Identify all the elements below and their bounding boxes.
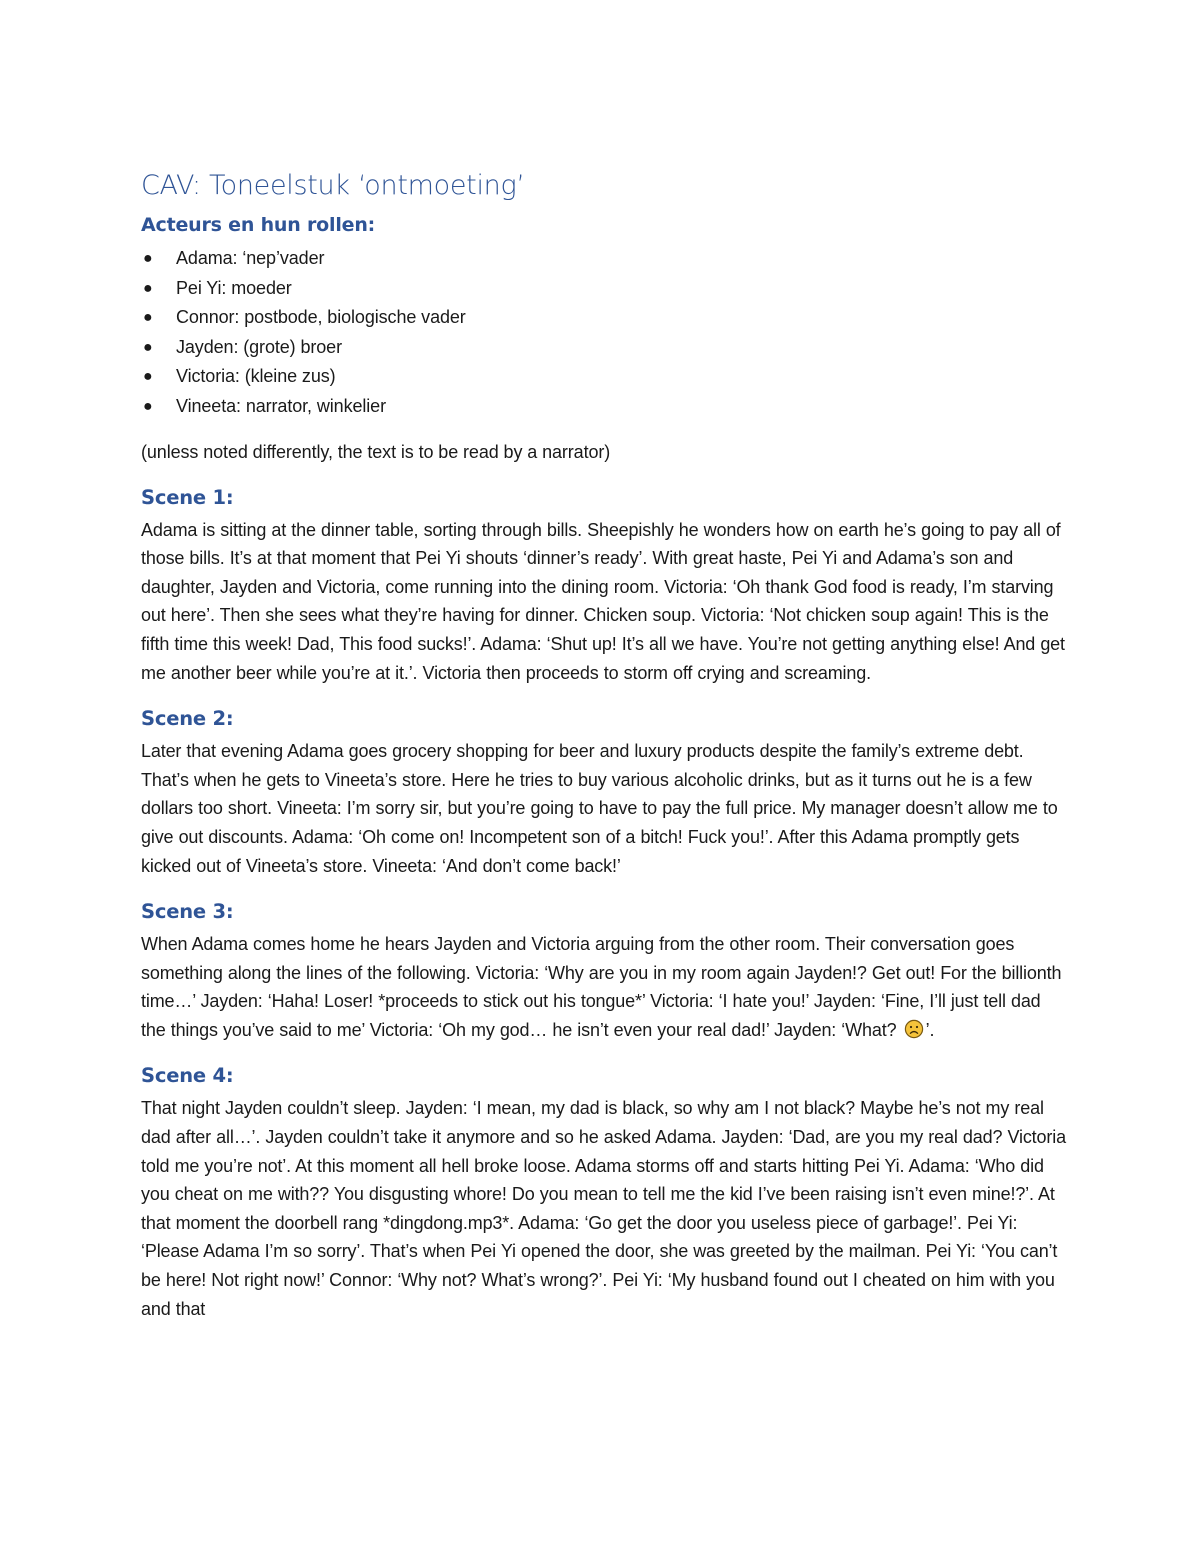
- scene-1-heading: Scene 1:: [141, 485, 234, 509]
- bullet-icon: ●: [143, 368, 153, 386]
- scene-3-heading: Scene 3:: [141, 900, 234, 924]
- list-item: [141, 274, 1066, 304]
- bullet-icon: ●: [143, 397, 153, 415]
- role-text: Jayden: (grote) broer: [176, 336, 342, 357]
- scene-4-text: That night Jayden couldn’t sleep. Jayden: ‘I mean, my dad is black, so why am I not black? Maybe he’s not my real dad after all…’. Jayden couldn’t take it anymore and so he asked Adama. Jayden: ‘Dad, are you my real dad? Victoria told me you’re not’. At this moment all hell broke loose. Adama storms off and starts hitting Pei Yi. Adama: ‘Who did you cheat on me with?? You disgusting whore! Do you mean to tell me the kid I’ve been raising isn’t even mine!?’. At that moment the doorbell rang *dingdong.mp3*. Adama: ‘Go get the door you useless piece of garbage!’. Pei Yi: ‘Please Adama I’m so sorry’. That’s when Pei Yi opened the door, she was greeted by the mailman. Pei Yi: ‘You can’t be here! Not right now!’ Connor: ‘Why not? What’s wrong?’. Pei Yi: ‘My husband found out I cheated on him with you and that: [141, 1098, 1066, 1319]
- bullet-icon: ●: [143, 250, 153, 267]
- role-text: Connor: postbode, biologische vader: [176, 307, 466, 328]
- role-text: Pei Yi: moeder: [176, 277, 292, 298]
- bullet-icon: ●: [143, 309, 153, 327]
- narrator-note: (unless noted differently, the text is to be read by a narrator): [141, 441, 611, 462]
- roles-heading: Acteurs en hun rollen:: [141, 214, 376, 236]
- role-text: Adama: ‘nep’vader: [176, 248, 325, 268]
- document-title: CAV: Toneelstuk ‘ontmoeting’: [141, 170, 525, 201]
- scene-4-heading: Scene 4:: [141, 1064, 234, 1088]
- scene-3-text: [141, 930, 1066, 1044]
- scene-3-text-after: ’.: [925, 1019, 935, 1040]
- scene-3-text-before: When Adama comes home he hears Jayden and Victoria arguing from the other room. Their conversation goes something along the lines of the following. Victoria: ‘Why are you in my room again Jayden!? Get out! For the billionth time…’ Jayden: ‘Haha! Loser! *proceeds to stick out his tongue*’ Victoria: ‘I hate you!’ Jayden: ‘Fine, I’ll just tell dad the things you’ve said to me’ Victoria: ‘Oh my god… he isn’t even your real dad!’ Jayden: ‘What?: [141, 934, 1062, 1040]
- scene-2-heading: Scene 2:: [141, 707, 234, 731]
- list-item: [141, 333, 1066, 363]
- bullet-icon: ●: [143, 279, 153, 297]
- list-item: [141, 362, 1066, 392]
- scene-2-text: Later that evening Adama goes grocery shopping for beer and luxury products despite the family’s extreme debt. That’s when he gets to Vineeta’s store. Here he tries to buy various alcoholic drinks, but as it turns out he is a few dollars too short. Vineeta: I’m sorry sir, but you’re going to have to pay the full price. My manager doesn’t allow me to give out discounts. Adama: ‘Oh come on! Incompetent son of a bitch! Fuck you!’. After this Adama promptly gets kicked out of Vineeta’s store. Vineeta: ‘And don’t come back!’: [141, 741, 1058, 876]
- frown-emoji-icon: [904, 1019, 924, 1039]
- bullet-icon: ●: [143, 338, 153, 356]
- role-text: Vineeta: narrator, winkelier: [176, 395, 386, 416]
- list-item: [141, 303, 1066, 333]
- role-text: Victoria: (kleine zus): [176, 366, 336, 387]
- list-item: [141, 392, 1066, 422]
- list-item: [141, 244, 1066, 274]
- document-page: [141, 168, 1066, 1323]
- roles-list: [141, 244, 1066, 422]
- scene-1-text: Adama is sitting at the dinner table, sorting through bills. Sheepishly he wonders how on earth he’s going to pay all of those bills. It’s at that moment that Pei Yi shouts ‘dinner’s ready’. With great haste, Pei Yi and Adama’s son and daughter, Jayden and Victoria, come running into the dining room. Victoria: ‘Oh thank God food is ready, I’m starving out here’. Then she sees what they’re having for dinner. Chicken soup. Victoria: ‘Not chicken soup again! This is the fifth time this week! Dad, This food sucks!’. Adama: ‘Shut up! It’s all we have. You’re not getting anything else! And get me another beer while you’re at it.’. Victoria then proceeds to storm off crying and screaming.: [141, 519, 1065, 683]
